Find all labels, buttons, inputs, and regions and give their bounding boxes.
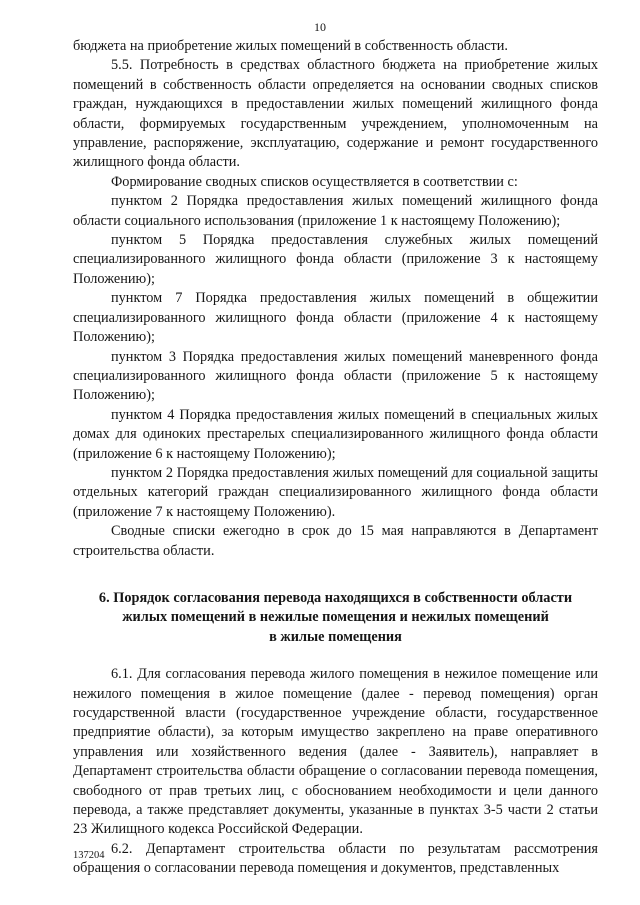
list-item: пунктом 4 Порядка предоставления жилых помещений в специальных жилых домах для одиноких престарелых специализированного жилищного фонда области (приложение 6 к настоящему Положению); — [73, 406, 598, 462]
section-5-text — [73, 37, 598, 561]
paragraph: Сводные списки ежегодно в срок до 15 мая направляются в Департамент строительства области. — [73, 523, 598, 559]
list-item: пунктом 3 Порядка предоставления жилых помещений маневренного фонда специализированного жилищного фонда области (приложение 5 к настоящему Положению); — [73, 348, 598, 404]
list-item: пунктом 2 Порядка предоставления жилых помещений жилищного фонда области социального использования (приложение 1 к настоящему Положению); — [73, 193, 598, 229]
document-code: 137204 — [73, 850, 105, 861]
list-item: пунктом 2 Порядка предоставления жилых помещений для социальной защиты отдельных категорий граждан специализированного жилищного фонда области (приложение 7 к настоящему Положению). — [73, 464, 598, 520]
paragraph: 6.2. Департамент строительства области по результатам рассмотрения обращения о согласовании перевода помещения и документов, представленных — [73, 840, 598, 877]
paragraph: 5.5. Потребность в средствах областного бюджета на приобретение жилых помещений в собственность области определяется на основании сводных списков граждан, нуждающихся в предоставлении жилых помещений жилищного фонда области, формируемых государственным учреждением, уполномоченным на управление, распоряжение, эксплуатацию, содержание и ремонт государственного жилищного фонда области. — [73, 57, 598, 171]
paragraph: Формирование сводных списков осуществляется в соответствии с: — [111, 173, 518, 190]
list-item: пунктом 7 Порядка предоставления жилых помещений в общежитии специализированного жилищного фонда области (приложение 4 к настоящему Положению); — [73, 290, 598, 346]
paragraph: 6.1. Для согласования перевода жилого помещения в нежилое помещение или нежилого помещения в жилое помещение (далее - перевод помещения) орган государственной власти (государственное учреждение области, государственное предприятие области), за которым имущество закреплено на праве оперативного управления или хозяйственного ведения (далее - Заявитель), направляет в Департамент строительства области обращение о согласовании перевода помещения, свободного от прав третьих лиц, с обоснованием необходимости и цели данного перевода, а также представляет документы, указанные в пунктах 3-5 части 2 статьи 23 Жилищного кодекса Российской Федерации. — [73, 666, 598, 838]
section-heading-line: 6. Порядок согласования перевода находящихся в собственности области — [98, 589, 573, 606]
section-heading-line: жилых помещений в нежилые помещения и нежилых помещений — [122, 609, 549, 626]
section-heading — [73, 589, 598, 647]
document-body — [73, 37, 598, 879]
section-6-text — [73, 665, 598, 878]
paragraph: бюджета на приобретение жилых помещений в собственность области. — [73, 38, 508, 54]
section-heading-line: в жилые помещения — [269, 628, 402, 645]
page-number: 10 — [314, 20, 326, 34]
list-item: пунктом 5 Порядка предоставления служебных жилых помещений специализированного жилищного фонда области (приложение 3 к настоящему Положению); — [73, 232, 598, 287]
